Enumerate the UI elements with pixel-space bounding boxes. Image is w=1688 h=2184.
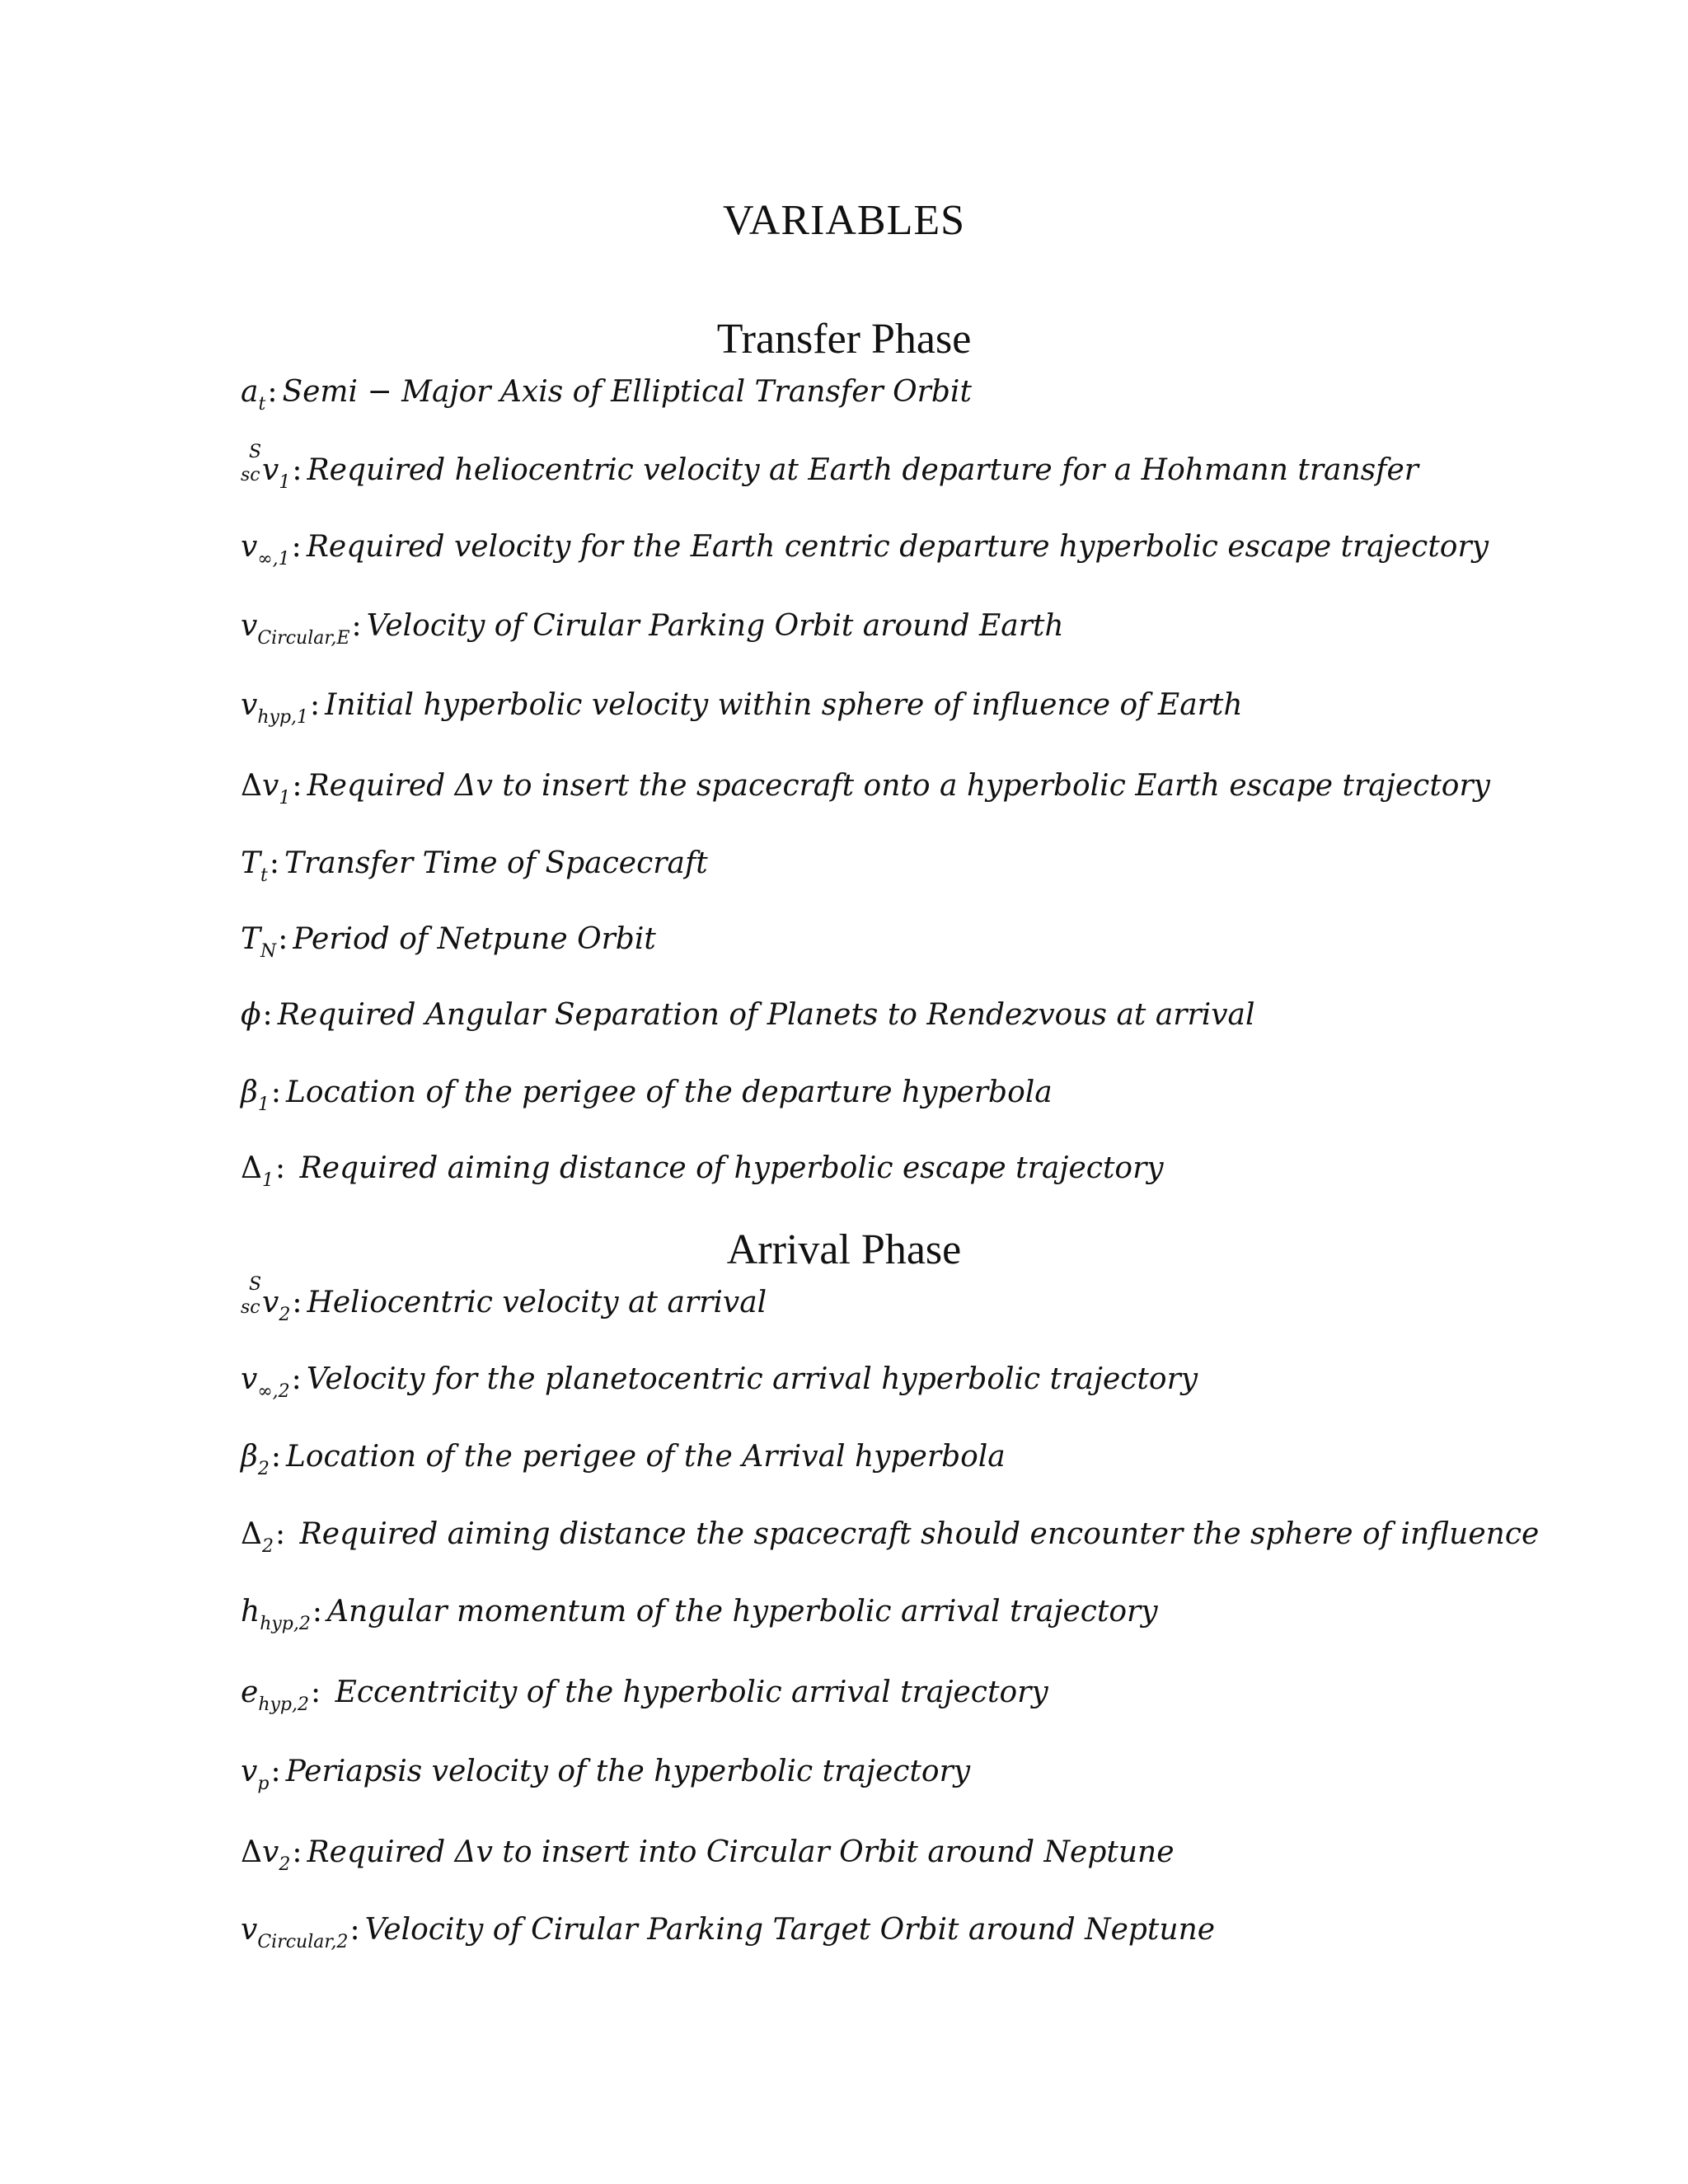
variable-row (241, 1078, 1053, 1114)
symbol-main: β (241, 1076, 258, 1109)
separator-colon: : (292, 769, 302, 803)
symbol-main: v (241, 1913, 258, 1947)
symbol-main: v (262, 453, 279, 487)
variable-description: Required Δv to insert into Circular Orbit around Neptune (307, 1835, 1175, 1869)
variable-description: Location of the perigee of the departure hyperbola (285, 1076, 1053, 1109)
variable-symbol (241, 1597, 311, 1633)
symbol-main: h (241, 1595, 260, 1629)
variable-symbol (241, 1362, 290, 1402)
variable-description: Required Angular Separation of Planets to Rendezvous at arrival (277, 998, 1255, 1032)
symbol-main: v (241, 1755, 258, 1788)
symbol-pre-subscript: sc (241, 1297, 260, 1318)
variable-symbol (241, 1151, 274, 1191)
variable-description: Angular momentum of the hyperbolic arrival trajectory (327, 1595, 1158, 1629)
variable-symbol (241, 609, 350, 649)
symbol-main: v (241, 530, 258, 564)
symbol-subscript: 2 (262, 1536, 274, 1557)
symbol-prescripts (241, 442, 262, 485)
separator-colon: : (291, 530, 302, 564)
variable-description: Velocity for the planetocentric arrival hyperbolic trajectory (306, 1362, 1198, 1396)
separator-colon: : (267, 375, 278, 409)
separator-colon: : (349, 1913, 360, 1947)
variable-description: Velocity of Cirular Parking Orbit around Earth (366, 609, 1064, 643)
variable-description: Period of Netpune Orbit (293, 922, 656, 956)
symbol-main: v (241, 1362, 258, 1396)
variable-row (241, 688, 1243, 728)
separator-colon: : (270, 1755, 281, 1788)
variable-symbol (241, 442, 291, 493)
symbol-main: T (241, 846, 261, 880)
symbol-subscript: 2 (279, 1305, 291, 1325)
transfer-phase-heading: Transfer Phase (716, 316, 972, 363)
variable-symbol (241, 1675, 309, 1715)
separator-colon: : (262, 998, 273, 1032)
separator-colon: : (275, 1517, 286, 1551)
variable-symbol (241, 1915, 348, 1952)
variable-row (241, 1274, 767, 1325)
symbol-subscript: t (260, 865, 268, 886)
symbol-prescripts (241, 1274, 262, 1318)
symbol-main: v (241, 609, 258, 643)
separator-colon: : (292, 1286, 302, 1319)
separator-colon: : (270, 1440, 281, 1474)
variable-description: Velocity of Cirular Parking Target Orbit around Neptune (364, 1913, 1216, 1947)
page-title: VARIABLES (722, 197, 966, 244)
symbol-subscript: p (257, 1774, 270, 1794)
variable-symbol (241, 1078, 270, 1114)
variable-description: Required Δv to insert the spacecraft onto a hyperbolic Earth escape trajectory (307, 769, 1491, 803)
variable-symbol (241, 377, 265, 414)
variable-row (241, 1675, 1048, 1715)
separator-colon: : (310, 688, 321, 722)
symbol-subscript: 1 (257, 1094, 270, 1115)
symbol-pre-superscript: S (249, 1274, 262, 1295)
variable-row (241, 1362, 1198, 1402)
variable-row (241, 1517, 1540, 1557)
symbol-subscript: Circular,E (257, 628, 350, 649)
separator-colon: : (292, 1835, 302, 1869)
variable-symbol (241, 1442, 270, 1479)
symbol-delta: Δ (241, 769, 262, 803)
variable-description: Required aiming distance the spacecraft should encounter the sphere of influence (290, 1517, 1540, 1551)
variable-description: Required heliocentric velocity at Earth departure for a Hohmann transfer (307, 453, 1418, 487)
variable-row (241, 846, 708, 886)
variable-row (241, 1442, 1006, 1479)
variable-row (241, 922, 656, 962)
variable-row (241, 771, 1490, 808)
symbol-subscript: 2 (257, 1459, 270, 1479)
variable-description: Heliocentric velocity at arrival (307, 1286, 767, 1319)
symbol-main: a (241, 375, 259, 409)
variable-description: Semi − Major Axis of Elliptical Transfer Orbit (282, 375, 972, 409)
variable-symbol (241, 1274, 291, 1325)
separator-colon: : (269, 846, 279, 880)
variable-row (241, 609, 1064, 649)
variable-description: Periapsis velocity of the hyperbolic trajectory (285, 1755, 971, 1788)
symbol-main: v (262, 769, 279, 803)
symbol-main: ϕ (241, 998, 261, 1032)
variable-row (241, 1151, 1164, 1191)
variable-description: Transfer Time of Spacecraft (284, 846, 708, 880)
symbol-subscript: N (260, 941, 277, 962)
separator-colon: : (351, 609, 362, 643)
separator-colon: : (278, 922, 288, 956)
variable-description: Initial hyperbolic velocity within sphere of influence of Earth (325, 688, 1243, 722)
separator-colon: : (312, 1595, 322, 1629)
variable-description: Eccentricity of the hyperbolic arrival trajectory (326, 1675, 1048, 1709)
symbol-delta: Δ (241, 1835, 262, 1869)
symbol-delta: Δ (241, 1151, 262, 1185)
variable-symbol (241, 688, 309, 728)
symbol-subscript: 1 (279, 788, 291, 808)
separator-colon: : (275, 1151, 286, 1185)
variable-symbol (241, 1517, 274, 1557)
variable-row (241, 998, 1255, 1032)
variable-symbol (241, 532, 290, 569)
variable-symbol (241, 1757, 269, 1793)
variable-symbol (241, 846, 268, 886)
symbol-subscript: 2 (279, 1854, 291, 1875)
symbol-pre-superscript: S (249, 442, 262, 462)
symbol-pre-subscript: sc (241, 465, 260, 485)
arrival-phase-heading: Arrival Phase (726, 1226, 962, 1273)
variable-row (241, 1597, 1158, 1633)
variable-description: Required aiming distance of hyperbolic escape trajectory (290, 1151, 1164, 1185)
variable-symbol (241, 1835, 291, 1875)
variable-row (241, 532, 1489, 569)
symbol-main: β (241, 1440, 258, 1474)
variable-row (241, 442, 1418, 493)
symbol-subscript: ∞,2 (257, 1381, 290, 1402)
variable-description: Location of the perigee of the Arrival hyperbola (285, 1440, 1006, 1474)
symbol-subscript: 1 (279, 472, 291, 493)
symbol-main: v (262, 1286, 279, 1319)
symbol-subscript: 1 (262, 1170, 274, 1191)
symbol-subscript: hyp,2 (258, 1694, 309, 1715)
variable-symbol (241, 998, 261, 1032)
symbol-subscript: t (258, 394, 266, 415)
separator-colon: : (310, 1675, 321, 1709)
variable-symbol (241, 771, 290, 808)
symbol-main: T (241, 922, 261, 956)
variable-row (241, 1915, 1215, 1952)
symbol-subscript: hyp,2 (260, 1614, 311, 1634)
symbol-subscript: ∞,1 (257, 549, 290, 569)
separator-colon: : (270, 1076, 281, 1109)
symbol-subscript: Circular,2 (257, 1932, 349, 1952)
variable-row (241, 1835, 1175, 1875)
variable-symbol (241, 922, 277, 962)
symbol-main: e (241, 1675, 259, 1709)
symbol-delta: Δ (241, 1517, 262, 1551)
variable-description: Required velocity for the Earth centric departure hyperbolic escape trajectory (306, 530, 1489, 564)
separator-colon: : (292, 453, 302, 487)
symbol-main: v (262, 1835, 279, 1869)
variable-row (241, 1757, 970, 1793)
variable-row (241, 377, 972, 414)
symbol-subscript: hyp,1 (257, 707, 309, 728)
separator-colon: : (291, 1362, 302, 1396)
symbol-main: v (241, 688, 258, 722)
